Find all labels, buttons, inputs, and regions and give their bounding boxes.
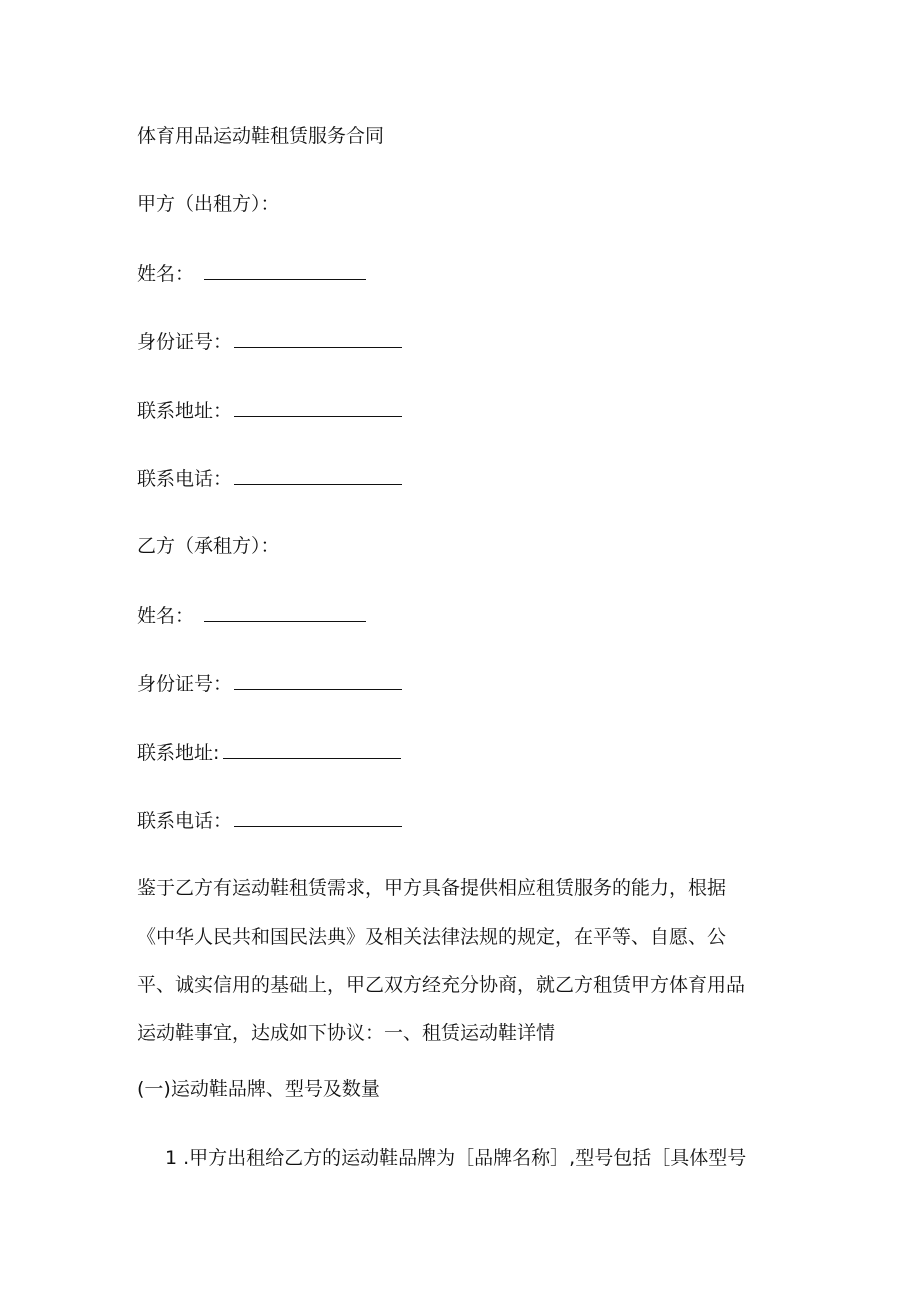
party-a-phone-row [137,466,402,491]
party-a-id-label: 身份证号： [137,331,233,353]
party-a-address-row [137,398,402,423]
party-b-name-blank [204,603,366,622]
party-a-address-label: 联系地址： [137,400,233,422]
party-b-phone-label: 联系电话： [137,810,233,832]
party-a-name-label: 姓名： [137,263,195,285]
party-a-id-blank [234,329,402,348]
party-b-address-label: 联系地址: [137,742,220,764]
party-b-address-blank [223,740,401,759]
party-a-phone-blank [234,466,402,485]
party-a-id-row [137,329,402,354]
party-b-phone-blank [234,808,402,827]
party-b-phone-row [137,808,402,833]
party-a-name-row [137,261,366,286]
section-heading: (一)运动鞋品牌、型号及数量 [137,1078,380,1100]
preamble-line: 运动鞋事宜，达成如下协议：一、租赁运动鞋详情 [137,1022,556,1044]
document-title: 体育用品运动鞋租赁服务合同 [137,125,385,147]
party-b-id-label: 身份证号： [137,673,233,695]
preamble-line: 《中华人民共和国民法典》及相关法律法规的规定，在平等、自愿、公 [137,926,727,948]
party-a-address-blank [234,398,402,417]
party-a-heading: 甲方（出租方）： [137,193,280,215]
party-b-name-label: 姓名： [137,605,195,627]
party-b-id-blank [234,671,402,690]
party-b-id-row [137,671,402,696]
preamble-line: 鉴于乙方有运动鞋租赁需求，甲方具备提供相应租赁服务的能力，根据 [137,877,727,899]
party-a-phone-label: 联系电话： [137,468,233,490]
preamble-line: 平、诚实信用的基础上，甲乙双方经充分协商，就乙方租赁甲方体育用品 [137,974,746,996]
party-a-name-blank [204,261,366,280]
party-b-heading: 乙方（承租方）： [137,535,280,557]
party-b-address-row [137,740,401,765]
clause-line: 1 .甲方出租给乙方的运动鞋品牌为［品牌名称］,型号包括［具体型号 [165,1147,747,1169]
party-b-name-row [137,603,366,628]
